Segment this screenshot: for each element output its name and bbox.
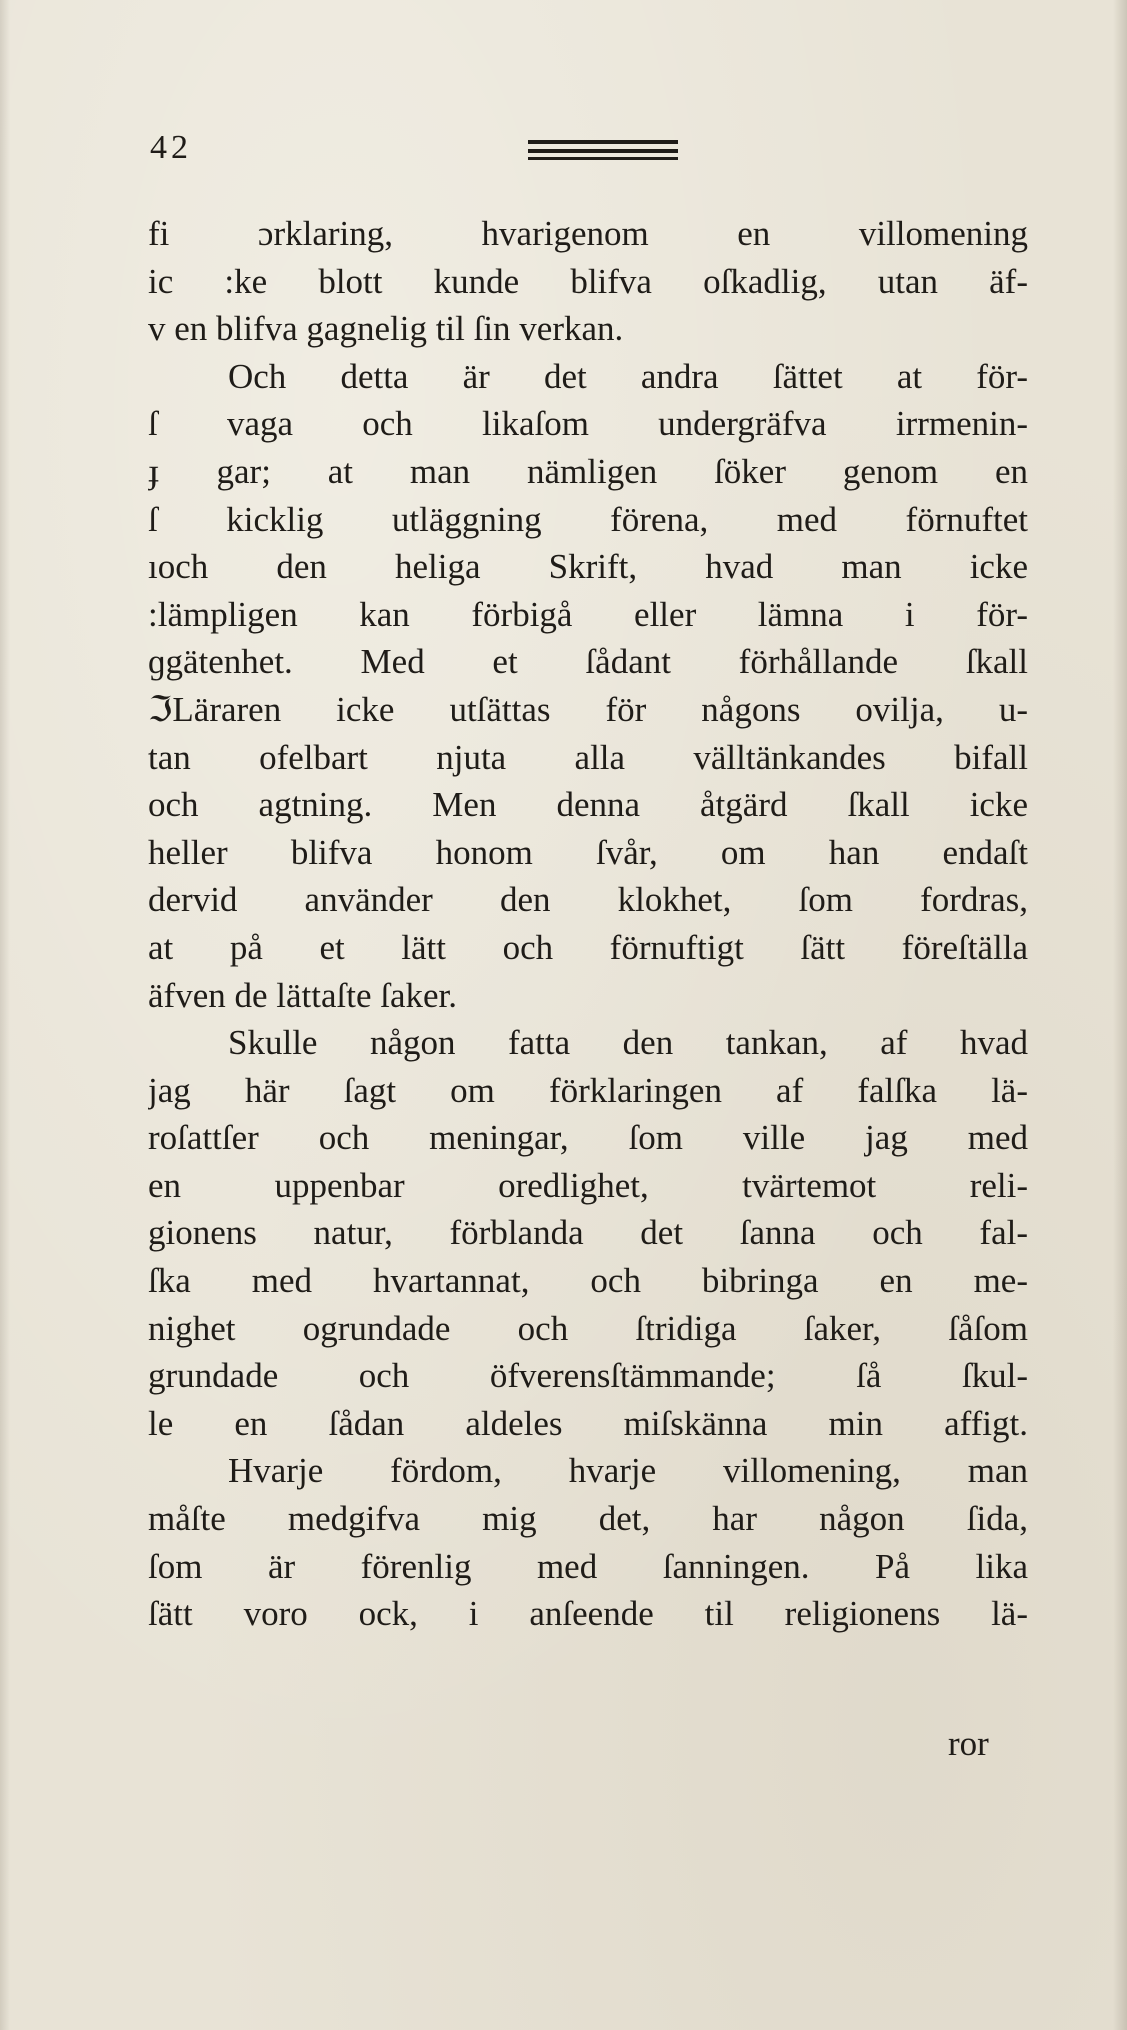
text-line: Skulle någon fatta den tankan, af hvad xyxy=(228,1023,1028,1063)
text-line: fi ɔrklaring, hvarigenom en villomening xyxy=(148,214,1028,253)
text-line: ſätt voro ock, i anſeende til religionens lä- xyxy=(148,1594,1028,1634)
header-rule xyxy=(528,157,678,160)
text-line: ſ kicklig utläggning förena, med förnuftet xyxy=(148,499,1028,539)
text-line: ſom är förenlig med ſanningen. På lika xyxy=(148,1546,1028,1586)
text-line: roſattſer och meningar, ſom ville jag med xyxy=(148,1118,1028,1158)
text-line: ſ vaga och likaſom undergräfva irrmenin- xyxy=(148,404,1028,444)
text-line: :lämpligen kan förbigå eller lämna i för- xyxy=(148,594,1028,634)
text-line: le en ſådan aldeles miſskänna min affigt. xyxy=(148,1403,1028,1443)
header-rule xyxy=(528,140,678,144)
text-line: ℑLäraren icke utſättas för någons ovilja, u- xyxy=(148,689,1028,729)
text-line: heller blifva honom ſvår, om han endaſt xyxy=(148,832,1028,872)
text-line: dervid använder den klokhet, ſom fordras, xyxy=(148,880,1028,920)
text-line: ſka med hvartannat, och bibringa en me- xyxy=(148,1261,1028,1301)
text-line: äfven de lättaſte ſaker. xyxy=(148,975,458,1015)
text-line: ic :ke blott kunde blifva oſkadlig, utan äf- xyxy=(148,261,1028,301)
body-text xyxy=(148,210,1028,1638)
page-header xyxy=(150,128,1030,168)
header-rule xyxy=(528,149,678,153)
text-line: och agtning. Men denna åtgärd ſkall icke xyxy=(148,785,1028,825)
page-edge-left xyxy=(0,0,10,2030)
text-line: Hvarje fördom, hvarje villomening, man xyxy=(228,1451,1028,1491)
text-line: tan ofelbart njuta alla välltänkandes bifall xyxy=(148,737,1028,777)
text-line: måſte medgifva mig det, har någon ſida, xyxy=(148,1499,1028,1539)
text-line: at på et lätt och förnuftigt ſätt föreſtälla xyxy=(148,927,1028,967)
catchword: ror xyxy=(948,1724,989,1763)
text-line: grundade och öfverensſtämmande; ſå ſkul- xyxy=(148,1356,1028,1396)
text-line: nighet ogrundade och ſtridiga ſaker, ſåſom xyxy=(148,1308,1028,1348)
text-line: en uppenbar oredlighet, tvärtemot reli- xyxy=(148,1165,1028,1205)
text-line: v en blifva gagnelig til ſin verkan. xyxy=(148,309,624,349)
text-line: gionens natur, förblanda det ſanna och fal- xyxy=(148,1213,1028,1253)
text-line: ɡgätenhet. Med et ſådant förhållande ſkall xyxy=(148,642,1028,682)
text-line: ɟ gar; at man nämligen ſöker genom en xyxy=(148,451,1028,491)
text-line: Och detta är det andra ſättet at för- xyxy=(228,356,1028,396)
text-line: ıoch den heliga Skrift, hvad man icke xyxy=(148,547,1028,587)
page-edge-right xyxy=(1113,0,1127,2030)
text-line: jag här ſagt om förklaringen af falſka lä- xyxy=(148,1070,1028,1110)
page-number: 42 xyxy=(150,129,192,166)
